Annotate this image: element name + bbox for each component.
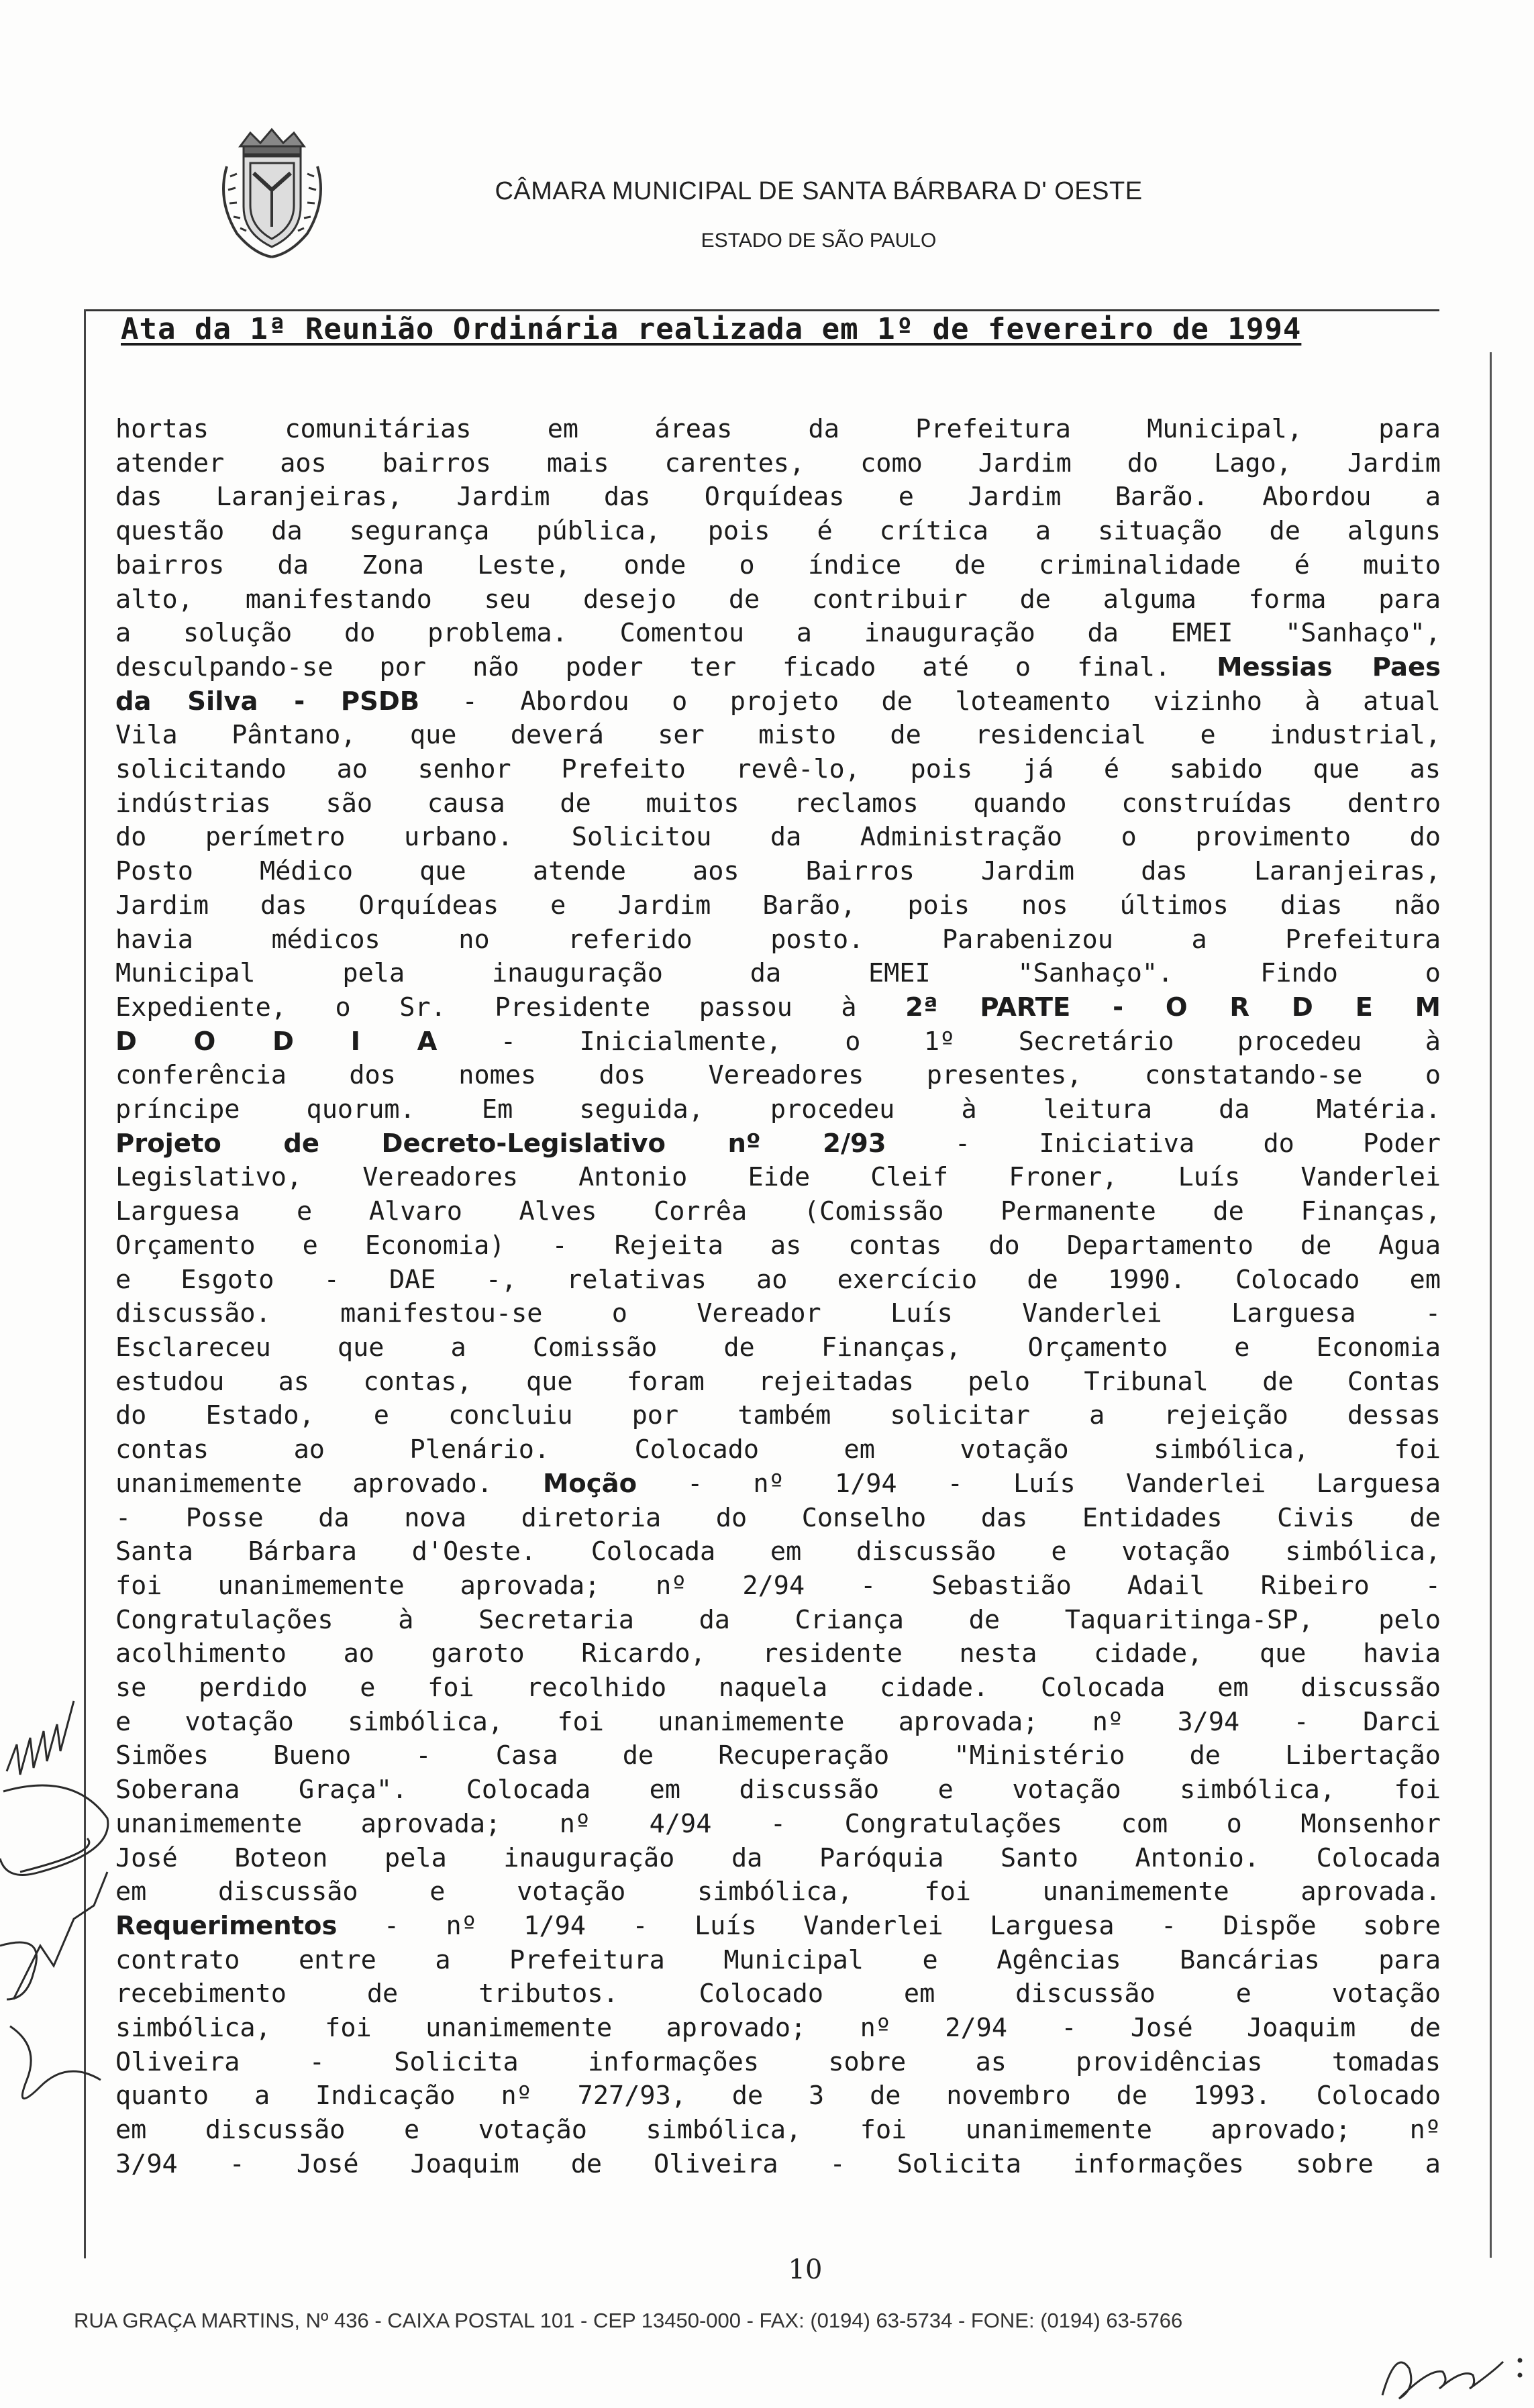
signature-scribble-left <box>0 1651 127 2120</box>
text-segment: desculpando-se por não poder ter ficado até o final. <box>115 651 1171 682</box>
text-line: questão da segurança pública, pois é crítica a situação de alguns <box>115 516 1441 547</box>
institution-name: CÂMARA MUNICIPAL DE SANTA BÁRBARA D' OESTE <box>495 177 1143 205</box>
page-number: 10 <box>788 2254 823 2285</box>
text-line: unanimemente aprovada; nº 4/94 - Congratulações com o Monsenhor <box>115 1808 1441 1839</box>
left-margin-line <box>84 309 86 2258</box>
text-line: Orçamento e Economia) - Rejeita as contas do Departamento de Agua <box>115 1230 1441 1261</box>
text-line <box>115 1467 1441 1502</box>
text-line: Congratulações à Secretaria da Criança de Taquaritinga-SP, pelo <box>115 1604 1441 1635</box>
text-segment: - Iniciativa do Poder <box>886 1128 1441 1159</box>
text-line: bairros da Zona Leste, onde o índice de criminalidade é muito <box>115 549 1441 580</box>
header-divider <box>84 309 1439 311</box>
text-line: indústrias são causa de muitos reclamos quando construídas dentro <box>115 788 1441 819</box>
text-line <box>115 991 1441 1025</box>
text-line: do Estado, e concluiu por também solicitar a rejeição dessas <box>115 1400 1441 1431</box>
text-segment: Expediente, o Sr. Presidente passou à <box>115 992 857 1023</box>
footer-address: RUA GRAÇA MARTINS, Nº 436 - CAIXA POSTAL 101 - CEP 13450-000 - FAX: (0194) 63-5734 - FONE: (0194) 63-5766 <box>74 2309 1183 2332</box>
text-line: do perímetro urbano. Solicitou da Administração o provimento do <box>115 822 1441 853</box>
text-line <box>115 1127 1441 1161</box>
text-line: Soberana Graça". Colocada em discussão e votação simbólica, foi <box>115 1775 1441 1805</box>
text-line: Municipal pela inauguração da EMEI "Sanhaço". Findo o <box>115 958 1441 989</box>
text-line: hortas comunitárias em áreas da Prefeitura Municipal, para <box>115 414 1441 444</box>
text-line: se perdido e foi recolhido naquela cidade. Colocada em discussão <box>115 1673 1441 1704</box>
section-heading: D O D I A <box>115 1026 438 1057</box>
text-line: Posto Médico que atende aos Bairros Jardim das Laranjeiras, <box>115 856 1441 887</box>
text-line: recebimento de tributos. Colocado em discussão e votação <box>115 1979 1441 2009</box>
text-segment: - nº 1/94 - Luís Vanderlei Larguesa <box>637 1468 1441 1499</box>
text-line: quanto a Indicação nº 727/93, de 3 de novembro de 1993. Colocado <box>115 2081 1441 2111</box>
text-line: simbólica, foi unanimemente aprovado; nº 2/94 - José Joaquim de <box>115 2013 1441 2044</box>
text-segment: - Abordou o projeto de loteamento vizinho à atual <box>419 686 1441 717</box>
text-line: havia médicos no referido posto. Parabenizou a Prefeitura <box>115 924 1441 955</box>
text-line <box>115 651 1441 685</box>
text-segment: - nº 1/94 - Luís Vanderlei Larguesa - Dispõe sobre <box>337 1910 1441 1941</box>
text-line: 3/94 - José Joaquim de Oliveira - Solicita informações sobre a <box>115 2148 1441 2179</box>
text-line: contrato entre a Prefeitura Municipal e Agências Bancárias para <box>115 1944 1441 1975</box>
text-line <box>115 685 1441 719</box>
text-line: alto, manifestando seu desejo de contribuir de alguma forma para <box>115 584 1441 615</box>
speaker-name: Messias Paes <box>1217 651 1441 682</box>
text-line: - Posse da nova diretoria do Conselho das Entidades Civis de <box>115 1502 1441 1533</box>
municipal-crest-icon <box>213 126 331 260</box>
text-line: discussão. manifestou-se o Vereador Luís Vanderlei Larguesa - <box>115 1298 1441 1329</box>
text-line: solicitando ao senhor Prefeito revê-lo, pois já é sabido que as <box>115 754 1441 785</box>
text-line: a solução do problema. Comentou a inauguração da EMEI "Sanhaço", <box>115 618 1441 649</box>
state-name: ESTADO DE SÃO PAULO <box>701 229 937 252</box>
text-line: estudou as contas, que foram rejeitadas pelo Tribunal de Contas <box>115 1366 1441 1397</box>
text-line: conferência dos nomes dos Vereadores presentes, constatando-se o <box>115 1060 1441 1091</box>
text-line: Santa Bárbara d'Oeste. Colocada em discussão e votação simbólica, <box>115 1536 1441 1567</box>
speaker-party: da Silva - PSDB <box>115 686 420 717</box>
text-line: Oliveira - Solicita informações sobre as providências tomadas <box>115 2046 1441 2077</box>
item-heading: Requerimentos <box>115 1910 338 1941</box>
text-line: José Boteon pela inauguração da Paróquia Santo Antonio. Colocada <box>115 1842 1441 1873</box>
text-line <box>115 1909 1441 1944</box>
document-body <box>115 413 1441 2182</box>
text-line: das Laranjeiras, Jardim das Orquídeas e Jardim Barão. Abordou a <box>115 482 1441 513</box>
item-heading: Projeto de Decreto-Legislativo nº 2/93 <box>115 1128 886 1159</box>
text-line: Simões Bueno - Casa de Recuperação "Ministério de Libertação <box>115 1740 1441 1771</box>
text-line: foi unanimemente aprovada; nº 2/94 - Sebastião Adail Ribeiro - <box>115 1570 1441 1601</box>
text-line: em discussão e votação simbólica, foi unanimemente aprovada. <box>115 1877 1441 1907</box>
text-line: e Esgoto - DAE -, relativas ao exercício de 1990. Colocado em <box>115 1264 1441 1295</box>
text-line <box>115 1025 1441 1059</box>
text-line: Esclareceu que a Comissão de Finanças, Orçamento e Economia <box>115 1332 1441 1363</box>
text-line: Larguesa e Alvaro Alves Corrêa (Comissão Permanente de Finanças, <box>115 1196 1441 1227</box>
document-title: Ata da 1ª Reunião Ordinária realizada em 1º de fevereiro de 1994 <box>121 312 1302 346</box>
section-heading: 2ª PARTE - O R D E M <box>905 992 1441 1023</box>
text-line: e votação simbólica, foi unanimemente aprovada; nº 3/94 - Darci <box>115 1706 1441 1737</box>
text-line: príncipe quorum. Em seguida, procedeu à leitura da Matéria. <box>115 1094 1441 1125</box>
text-line: Vila Pântano, que deverá ser misto de residencial e industrial, <box>115 720 1441 751</box>
text-line: Jardim das Orquídeas e Jardim Barão, pois nos últimos dias não <box>115 890 1441 921</box>
text-line: acolhimento ao garoto Ricardo, residente nesta cidade, que havia <box>115 1638 1441 1669</box>
text-line: Legislativo, Vereadores Antonio Eide Cleif Froner, Luís Vanderlei <box>115 1162 1441 1193</box>
text-line: contas ao Plenário. Colocado em votação simbólica, foi <box>115 1434 1441 1465</box>
signature-scribble-right <box>1369 2342 1530 2405</box>
text-segment: unanimemente aprovado. <box>115 1468 493 1499</box>
right-margin-line <box>1490 352 1492 2258</box>
text-line: atender aos bairros mais carentes, como Jardim do Lago, Jardim <box>115 448 1441 478</box>
text-line: em discussão e votação simbólica, foi unanimemente aprovado; nº <box>115 2115 1441 2146</box>
text-segment: - Inicialmente, o 1º Secretário procedeu à <box>437 1026 1441 1057</box>
item-heading: Moção <box>543 1468 637 1499</box>
